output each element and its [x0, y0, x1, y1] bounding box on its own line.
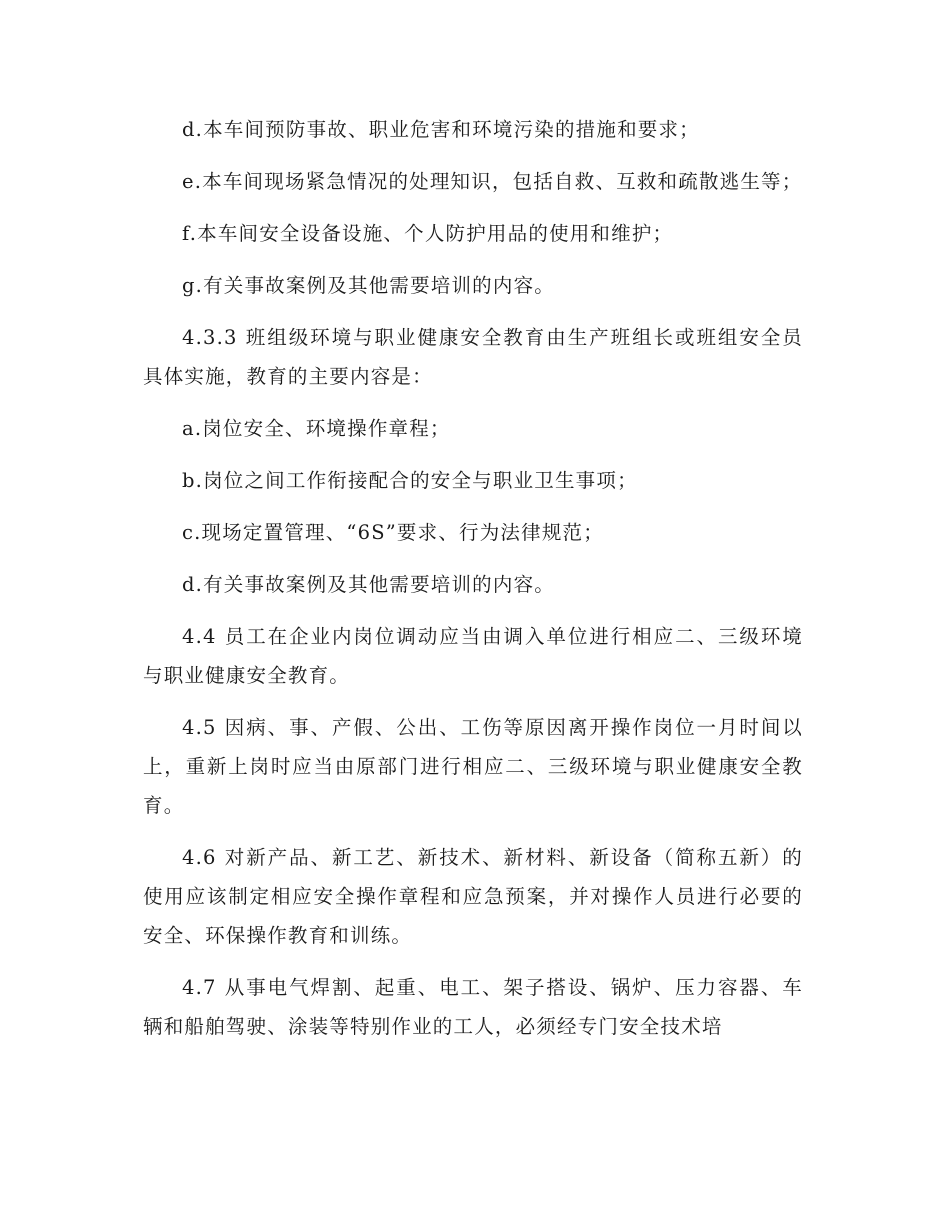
paragraph-section-4-4: 4.4 员工在企业内岗位调动应当由调入单位进行相应二、三级环境与职业健康安全教育。	[143, 625, 803, 687]
paragraph-post-coordination: b.岗位之间工作衔接配合的安全与职业卫生事项；	[182, 469, 638, 492]
paragraph-site-6s-management: c.现场定置管理、“6S”要求、行为法律规范；	[182, 521, 604, 544]
paragraph-workshop-safety-equipment: f.本车间安全设备设施、个人防护用品的使用和维护；	[182, 222, 674, 245]
paragraph-team-level-education: 4.3.3 班组级环境与职业健康安全教育由生产班组长或班组安全员具体实施，教育的主要内容是：	[143, 326, 803, 388]
document-body	[143, 110, 803, 1059]
paragraph-section-4-5: 4.5 因病、事、产假、公出、工伤等原因离开操作岗位一月时间以上，重新上岗时应当由原部门进行相应二、三级环境与职业健康安全教育。	[143, 716, 803, 817]
paragraph-workshop-prevention-measures: d.本车间预防事故、职业危害和环境污染的措施和要求；	[182, 118, 700, 141]
paragraph-section-4-7: 4.7 从事电气焊割、起重、电工、架子搭设、锅炉、压力容器、车辆和船舶驾驶、涂装等特别作业的工人，必须经专门安全技术培	[143, 976, 803, 1038]
paragraph-post-safety-rules: a.岗位安全、环境操作章程；	[182, 417, 451, 440]
paragraph-workshop-accident-cases: g.有关事故案例及其他需要培训的内容。	[182, 274, 555, 297]
paragraph-team-accident-cases: d.有关事故案例及其他需要培训的内容。	[182, 573, 555, 596]
paragraph-workshop-emergency-handling: e.本车间现场紧急情况的处理知识，包括自救、互救和疏散逃生等；	[182, 170, 803, 193]
paragraph-section-4-6: 4.6 对新产品、新工艺、新技术、新材料、新设备（简称五新）的使用应该制定相应安全操作章程和应急预案，并对操作人员进行必要的安全、环保操作教育和训练。	[143, 846, 803, 947]
